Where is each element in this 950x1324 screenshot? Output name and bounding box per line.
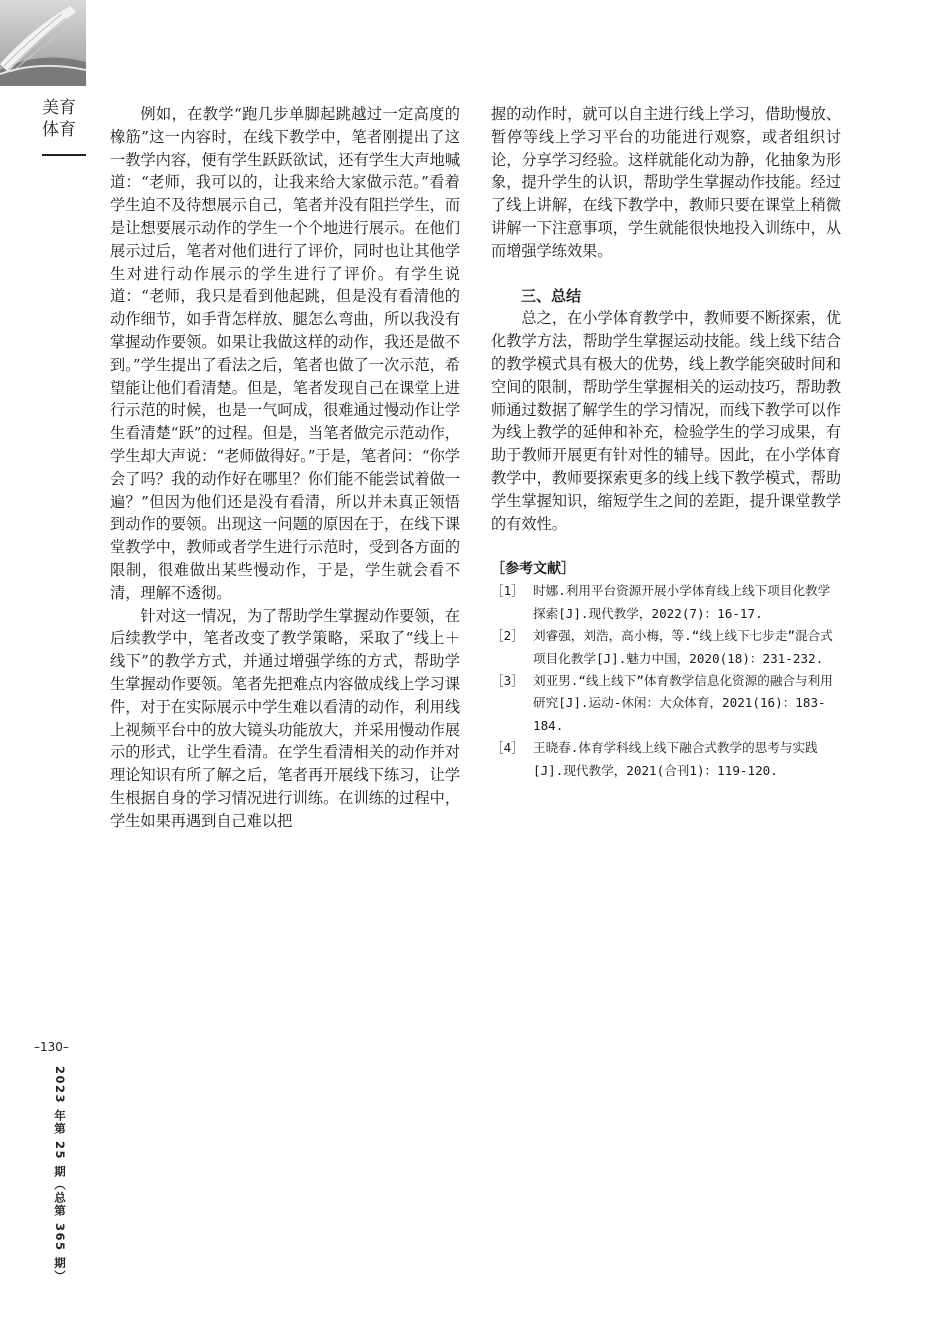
page-number: –130– [34,1040,69,1054]
reference-text: 王晓春.体育学科线上线下融合式教学的思考与实践[J].现代教学，2021(合刊1)：119-120. [533,740,818,778]
reference-text: 刘亚男.“线上线下”体育教学信息化资源的融合与利用研究[J].运动-休闲：大众体育，2021(16)：183-184. [533,672,833,733]
reference-number: ［1］ [491,583,524,599]
body-paragraph: 例如，在教学“跑几步单脚起跳越过一定高度的橡筋”这一内容时，在线下教学中，笔者刚提出了这一教学内容，便有学生跃跃欲试，还有学生大声地喊道：“老师，我可以的，让我来给大家做示范。”看着学生迫不及待想展示自己，笔者并没有阻拦学生，而是让想要展示动作的学生一个个地进行展示。在他们展示过后，笔者对他们进行了评价，同时也让其他学生对进行动作展示的学生进行了评价。有学生说道：“老师，我只是看到他起跳，但是没有看清他的动作细节，如手背怎样放、腿怎么弯曲，所以我没有掌握动作要领。如果让我做这样的动作，我还是做不到。”学生提出了看法之后，笔者也做了一次示范，希望能让他们看清楚。但是，笔者发现自己在课堂上进行示范的时候，也是一气呵成，很难通过慢动作让学生看清楚“跃”的过程。但是，当笔者做完示范动作，学生却大声说：“老师做得好。”于是，笔者问：“你学会了吗？我的动作好在哪里？你们能不能尝试着做一遍？”但因为他们还是没有看清，所以并未真正领悟到动作的要领。出现这一问题的原因在于，在线下课堂教学中，教师或者学生进行示范时，受到各方面的限制，很难做出某些慢动作，于是，学生就会看不清，理解不透彻。 [110,105,460,602]
reference-text: 刘睿强，刘浩，高小梅，等.“线上线下七步走”混合式项目化教学[J].魅力中国，2020(18)：231-232. [533,628,833,666]
issue-info: 2023 年第 25 期（总第 365 期） [53,1066,67,1284]
right-column [491,103,841,782]
conclusion-paragraph: 总之，在小学体育教学中，教师要不断探索，优化教学方法，帮助学生掌握运动技能。线上线下结合的教学模式具有极大的优势，线上教学能突破时间和空间的限制，帮助学生掌握相关的运动技巧，帮助教师通过数据了解学生的学习情况，而线下教学可以作为线上教学的延伸和补充，检验学生的学习成果，有助于教师开展更有针对性的辅导。因此，在小学体育教学中，教师要探索更多的线上线下教学模式，帮助学生掌握知识，缩短学生之间的差距，提升课堂教学的有效性。 [491,309,841,533]
references-title: ［参考文献］ [491,561,575,578]
reference-item [491,580,841,625]
reference-number: ［3］ [491,672,524,688]
reference-text: 时娜.利用平台资源开展小学体育线上线下项目化教学探索[J].现代教学，2022(7)：16-17. [533,583,831,621]
section-heading: 三、总结 [521,286,582,305]
reference-number: ［4］ [491,740,524,756]
body-paragraph-continuation: 握的动作时，就可以自主进行线上学习，借助慢放、暂停等线上学习平台的功能进行观察，或者组织讨论，分享学习经验。这样就能化动为静，化抽象为形象，提升学生的认识，帮助学生掌握动作技能。经过了线上讲解，在线下教学中，教师只要在课堂上稍微讲解一下注意事项，学生就能很快地投入训练中，从而增强学练效果。 [491,105,841,260]
left-column [110,103,460,833]
reference-item [491,625,841,670]
section-rule [42,154,86,156]
reference-item [491,670,841,737]
reference-item [491,737,841,782]
open-book-corner-image [0,0,86,86]
section-label: 美育体育 [42,98,76,140]
body-paragraph: 针对这一情况，为了帮助学生掌握动作要领，在后续教学中，笔者改变了教学策略，采取了“线上＋线下”的教学方式，并通过增强学练的方式，帮助学生掌握动作要领。笔者先把难点内容做成线上学习课件，对于在实际展示中学生难以看清的动作，利用线上视频平台中的放大镜头功能放大，并采用慢动作展示的形式，让学生看清。在学生看清相关的动作并对理论知识有所了解之后，笔者再开展线下练习，让学生根据自身的学习情况进行训练。在训练的过程中，学生如果再遇到自己难以把 [110,606,460,830]
reference-number: ［2］ [491,628,524,644]
